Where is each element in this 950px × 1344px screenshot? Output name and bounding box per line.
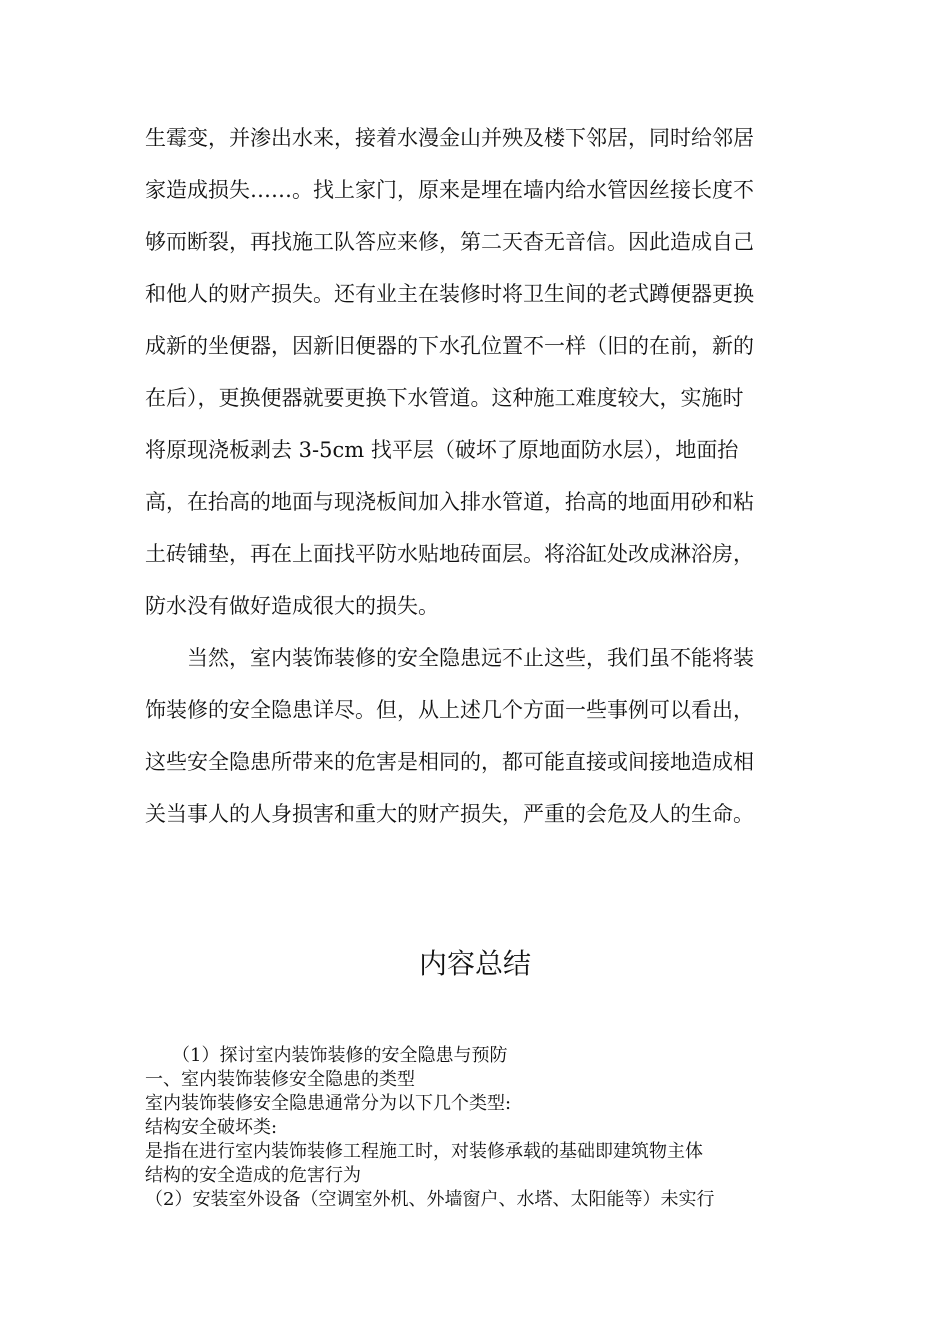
paragraph-1-line: 高，在抬高的地面与现浇板间加入排水管道，抬高的地面用砂和粘 [145, 490, 754, 514]
paragraph-2-line: 饰装修的安全隐患详尽。但，从上述几个方面一些事例可以看出， [145, 698, 754, 722]
paragraph-1-line: 土砖铺垫，再在上面找平防水贴地砖面层。将浴缸处改成淋浴房， [145, 542, 754, 566]
paragraph-1-line: 够而断裂，再找施工队答应来修，第二天杳无音信。因此造成自己 [145, 230, 754, 254]
paragraph-1-line: 成新的坐便器，因新旧便器的下水孔位置不一样（旧的在前，新的 [145, 334, 754, 358]
summary-section [145, 1044, 825, 1212]
summary-line: 结构的安全造成的危害行为 [145, 1165, 361, 1186]
paragraph-1-line: 家造成损失……。找上家门，原来是埋在墙内给水管因丝接长度不 [145, 178, 754, 202]
paragraph-1-line: 生霉变，并渗出水来，接着水漫金山并殃及楼下邻居，同时给邻居 [145, 126, 754, 150]
paragraph-2-line: 当然，室内装饰装修的安全隐患远不止这些，我们虽不能将装 [145, 646, 754, 670]
summary-line: 一、室内装饰装修安全隐患的类型 [145, 1069, 415, 1090]
summary-line: 是指在进行室内装饰装修工程施工时，对装修承载的基础即建筑物主体 [145, 1141, 703, 1162]
summary-line: （2）安装室外设备（空调室外机、外墙窗户、水塔、太阳能等）未实行 [145, 1189, 715, 1210]
body-text [145, 112, 805, 840]
paragraph-1-line: 在后），更换便器就要更换下水管道。这种施工难度较大，实施时 [145, 386, 744, 410]
summary-title: 内容总结 [418, 947, 531, 980]
paragraph-1-line: 和他人的财产损失。还有业主在装修时将卫生间的老式蹲便器更换 [145, 282, 754, 306]
summary-line: 结构安全破坏类: [145, 1117, 278, 1138]
paragraph-2-line: 这些安全隐患所带来的危害是相同的，都可能直接或间接地造成相 [145, 750, 754, 774]
paragraph-2-line: 关当事人的人身损害和重大的财产损失，严重的会危及人的生命。 [145, 802, 754, 826]
paragraph-1-line: 将原现浇板剥去 3-5cm 找平层（破坏了原地面防水层），地面抬 [145, 438, 739, 462]
paragraph-1-line: 防水没有做好造成很大的损失。 [145, 594, 439, 618]
summary-line: （1）探讨室内装饰装修的安全隐患与预防 [145, 1045, 508, 1066]
summary-line: 室内装饰装修安全隐患通常分为以下几个类型: [145, 1093, 512, 1114]
